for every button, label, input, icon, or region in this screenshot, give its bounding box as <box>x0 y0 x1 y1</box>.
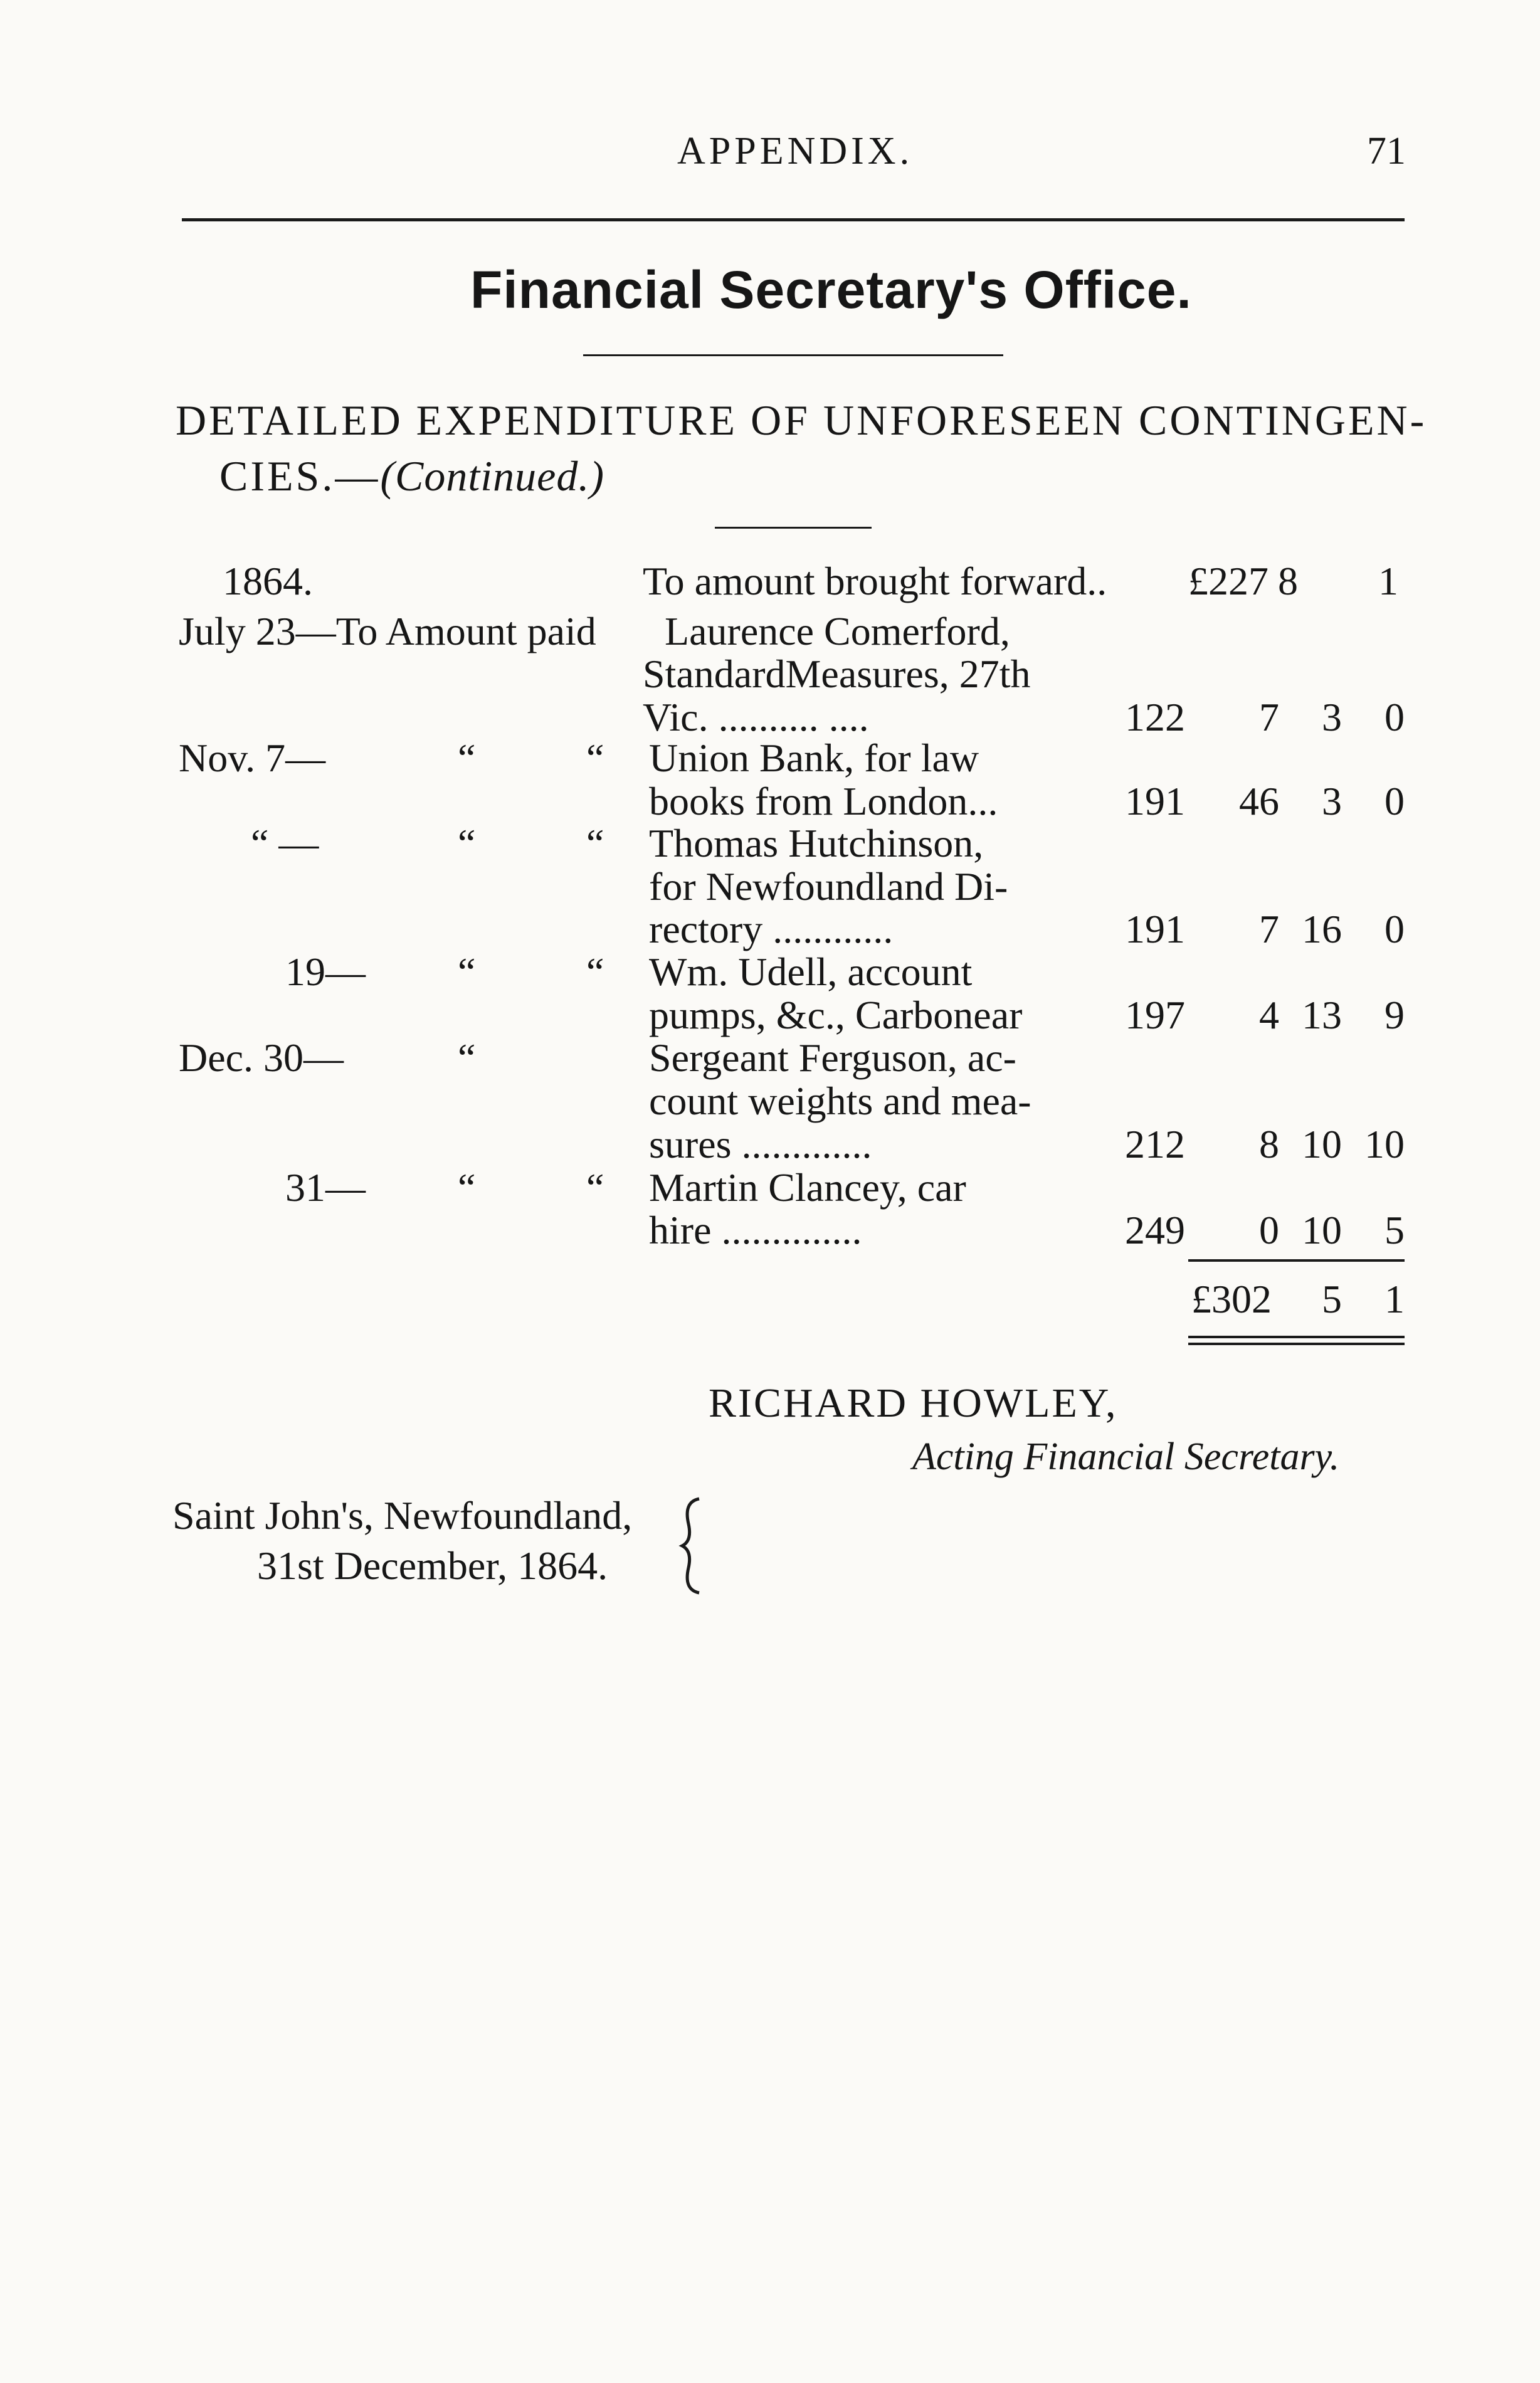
ditto-mark: “ <box>458 821 476 865</box>
entry-desc-line: count weights and mea- <box>649 1079 1031 1123</box>
curly-brace <box>677 1496 709 1596</box>
entry-folio: 197 <box>1125 993 1185 1037</box>
title-cies: CIES.— <box>219 452 381 500</box>
signatory-role: Acting Financial Secretary. <box>912 1435 1340 1478</box>
entry-shillings: 16 <box>1302 907 1342 951</box>
running-head: APPENDIX. <box>677 130 914 172</box>
entry-pounds: 7 <box>1259 695 1279 739</box>
entry-pence: 0 <box>1384 695 1405 739</box>
entry-desc-line: StandardMeasures, 27th <box>643 652 1031 696</box>
document-title-line2 <box>219 452 604 500</box>
place-line: Saint John's, Newfoundland, <box>172 1493 633 1538</box>
signatory-name: RICHARD HOWLEY, <box>709 1380 1118 1426</box>
document-title-line1: DETAILED EXPENDITURE OF UNFORESEEN CONTINGEN- <box>176 396 1427 444</box>
brought-forward-pounds: £227 <box>1188 559 1268 603</box>
entry-desc-line: for Newfoundland Di- <box>649 864 1008 909</box>
entry-desc-line: Wm. Udell, account <box>649 949 973 994</box>
entry-folio: 212 <box>1125 1122 1185 1166</box>
entry-desc-line: Laurence Comerford, <box>665 609 1010 653</box>
page-number: 71 <box>1367 130 1406 172</box>
brought-forward-pence: 1 <box>1378 559 1398 603</box>
ditto-mark: “ <box>458 1165 476 1210</box>
entry-desc-line: hire .............. <box>649 1208 862 1252</box>
entry-desc-line: sures ............. <box>649 1122 872 1166</box>
entry-pence: 0 <box>1384 779 1405 823</box>
entry-pounds: 0 <box>1259 1208 1279 1252</box>
entry-pounds: 7 <box>1259 907 1279 951</box>
entry-pence: 5 <box>1384 1208 1405 1252</box>
total-shillings: 5 <box>1322 1277 1342 1321</box>
entry-desc-line: pumps, &c., Carbonear <box>649 993 1023 1037</box>
entry-pounds: 8 <box>1259 1122 1279 1166</box>
entry-desc-line: rectory ............ <box>649 907 894 951</box>
entry-folio: 122 <box>1125 695 1185 739</box>
entry-shillings: 3 <box>1322 779 1342 823</box>
entry-pence: 9 <box>1384 993 1405 1037</box>
ditto-mark: “ <box>458 736 476 780</box>
entry-pounds: 46 <box>1239 779 1279 823</box>
entry-date: 19— <box>285 949 366 994</box>
entry-shillings: 3 <box>1322 695 1342 739</box>
brought-forward-shillings: 8 <box>1278 559 1298 603</box>
entry-shillings: 10 <box>1302 1122 1342 1166</box>
total-pounds: £302 <box>1191 1277 1272 1321</box>
entry-pounds: 4 <box>1259 993 1279 1037</box>
header-rule <box>182 218 1405 221</box>
entry-shillings: 10 <box>1302 1208 1342 1252</box>
entry-date: Nov. 7— <box>179 736 326 780</box>
date-line: 31st December, 1864. <box>257 1543 608 1588</box>
ledger-year: 1864. <box>223 559 313 603</box>
entry-desc-line: Vic. .......... .... <box>643 695 869 739</box>
ditto-mark: “ <box>586 736 604 780</box>
ditto-mark: “ <box>458 1035 476 1080</box>
entry-folio: 191 <box>1125 779 1185 823</box>
entry-date: July 23—To Amount paid <box>179 609 596 653</box>
entry-date: 31— <box>285 1165 366 1210</box>
entry-pence: 10 <box>1364 1122 1405 1166</box>
entry-folio: 249 <box>1125 1208 1185 1252</box>
entry-shillings: 13 <box>1302 993 1342 1037</box>
entry-desc-line: Thomas Hutchinson, <box>649 821 984 865</box>
total-rule-double-1 <box>1188 1336 1405 1338</box>
title-continued: (Continued.) <box>380 452 604 500</box>
ditto-mark: “ <box>586 1165 604 1210</box>
ditto-mark: “ <box>586 821 604 865</box>
brought-forward-label: To amount brought forward.. <box>643 559 1107 603</box>
total-rule-double-2 <box>1188 1343 1405 1345</box>
entry-desc-line: Martin Clancey, car <box>649 1165 966 1210</box>
title-rule <box>583 354 1003 356</box>
office-title: Financial Secretary's Office. <box>470 260 1192 319</box>
total-rule-top <box>1188 1259 1405 1262</box>
ditto-mark: “ <box>586 949 604 994</box>
entry-desc-line: Sergeant Ferguson, ac- <box>649 1035 1016 1080</box>
section-rule <box>715 527 872 529</box>
ditto-mark: “ <box>458 949 476 994</box>
entry-folio: 191 <box>1125 907 1185 951</box>
entry-desc-line: books from London... <box>649 779 998 823</box>
entry-pence: 0 <box>1384 907 1405 951</box>
entry-date: Dec. 30— <box>179 1035 344 1080</box>
entry-desc-line: Union Bank, for law <box>649 736 979 780</box>
total-pence: 1 <box>1384 1277 1405 1321</box>
entry-date: “ — <box>251 821 319 865</box>
